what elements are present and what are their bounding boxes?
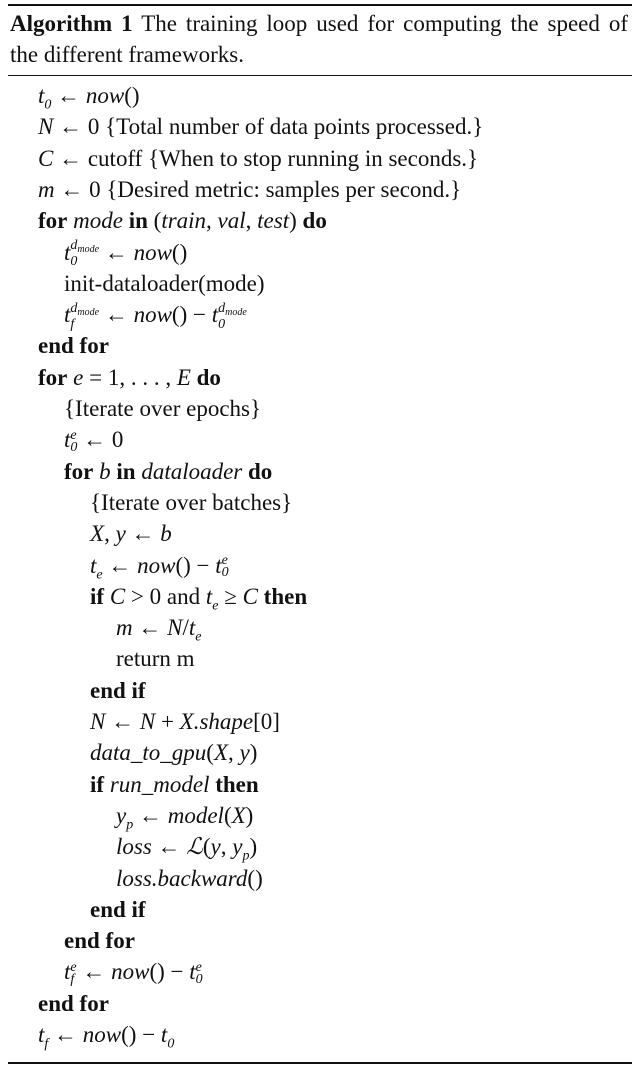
keyword: if: [90, 583, 105, 609]
math-symbol: y: [210, 834, 221, 860]
math-symbol: loss: [116, 834, 152, 860]
keyword: in: [128, 208, 148, 234]
math-symbol: b: [160, 521, 172, 547]
math-symbol: y: [116, 802, 127, 828]
math-symbol: X: [213, 740, 229, 766]
subscript: e: [96, 567, 103, 583]
math-symbol: now: [82, 1022, 122, 1047]
math-symbol: X.shape: [179, 709, 254, 734]
algorithm-label: Algorithm 1: [10, 11, 133, 36]
math-symbol: now: [137, 552, 176, 578]
super-subscript: $d_{mode}$ f: [70, 300, 100, 332]
keyword: end for: [38, 333, 109, 359]
line-text: > 0 and: [125, 583, 206, 609]
algorithm-line: [38, 80, 140, 111]
algorithm-line: [64, 956, 203, 987]
line-text: () −: [171, 302, 212, 328]
math-symbol: t: [211, 302, 219, 328]
math-symbol: e: [73, 364, 84, 390]
subscript: 0: [44, 97, 52, 113]
algorithm-line: [116, 643, 195, 674]
line-text: {Iterate over batches}: [90, 489, 293, 515]
algorithm-line: [64, 925, 135, 956]
keyword: end if: [90, 677, 146, 703]
line-text: ,: [245, 208, 258, 234]
keyword: do: [248, 458, 273, 484]
line-text: ←: [99, 302, 134, 328]
algorithm-line: [64, 424, 123, 455]
super-subscript: e f: [70, 960, 77, 988]
line-text: ←: [132, 615, 168, 641]
keyword: end for: [38, 990, 109, 1016]
caption-rule: [8, 75, 632, 76]
algorithm-line: [90, 706, 280, 737]
math-symbol: t: [90, 552, 97, 578]
line-text: (: [202, 834, 211, 860]
algorithm-line: [116, 612, 201, 643]
line-text: ,: [104, 521, 116, 547]
keyword: for: [38, 208, 68, 234]
algorithm-line: [90, 769, 259, 800]
super-subscript: e 0: [70, 428, 78, 456]
line-text: ← 0: [77, 427, 124, 453]
line-text: ←: [76, 959, 112, 985]
super-subscript: e 0: [195, 960, 203, 988]
math-symbol: N: [38, 114, 54, 140]
line-text: ,: [220, 834, 233, 860]
math-symbol: t: [64, 427, 71, 453]
line-text: ,: [206, 208, 218, 234]
math-symbol: t: [38, 83, 45, 108]
top-rule: [8, 4, 632, 6]
algorithm-caption-text: The training loop used for computing the speed of the different frameworks.: [10, 11, 628, 67]
line-text: (): [171, 239, 188, 265]
algorithm-line: [38, 330, 109, 361]
line-text: init-dataloader(mode): [64, 270, 265, 296]
line-text: (: [147, 208, 162, 234]
algorithm-line: [38, 362, 221, 393]
subscript: e: [195, 629, 202, 645]
line-text: () −: [175, 552, 216, 578]
math-symbol: y: [232, 834, 243, 860]
math-symbol: mode: [73, 208, 123, 234]
math-symbol: now: [133, 239, 172, 265]
math-symbol: y: [239, 740, 250, 766]
line-text: {Iterate over epochs}: [64, 396, 262, 421]
math-symbol: N: [167, 615, 183, 641]
algorithm-line: [90, 894, 146, 925]
algorithm-line: [38, 174, 461, 205]
keyword: end if: [90, 896, 146, 922]
line-text: ← 0 {Desired metric: samples per second.}: [54, 176, 462, 202]
keyword: do: [302, 208, 327, 234]
line-text: ←: [133, 802, 168, 828]
math-symbol: t: [205, 583, 213, 609]
line-text: () −: [121, 1022, 161, 1047]
super-subscript: $d_{mode}$ 0: [218, 300, 247, 332]
math-symbol: t: [215, 552, 222, 578]
math-symbol: t: [188, 615, 196, 641]
math-symbol: train: [161, 208, 207, 234]
line-text: return m: [116, 646, 195, 672]
line-text: = 1, . . . ,: [83, 364, 177, 390]
algorithm-caption: [10, 8, 628, 70]
math-symbol: t: [38, 1022, 45, 1047]
math-symbol: t: [64, 959, 71, 985]
super-subscript: $d_{mode}$ 0: [70, 238, 100, 270]
math-symbol: y: [115, 521, 126, 547]
line-text: ): [249, 834, 258, 860]
math-symbol: m: [38, 176, 55, 202]
line-text: /: [182, 615, 189, 641]
math-symbol: val: [217, 208, 246, 234]
keyword: in: [116, 458, 136, 484]
math-symbol: t: [189, 959, 196, 985]
algorithm-line: [90, 737, 257, 768]
math-symbol: b: [99, 458, 111, 484]
math-symbol: ℒ: [186, 834, 203, 860]
subscript: e: [212, 598, 219, 614]
math-symbol: N: [90, 709, 106, 734]
math-symbol: now: [111, 959, 150, 985]
line-text: ): [245, 802, 254, 828]
algorithm-line: [116, 800, 253, 831]
math-symbol: C: [242, 583, 258, 609]
line-text: ≥: [218, 583, 243, 609]
line-text: ←: [51, 83, 86, 108]
algorithm-line: [90, 550, 229, 581]
line-text: ←: [102, 552, 138, 578]
line-text: ←: [125, 521, 161, 547]
line-text: ←: [48, 1022, 83, 1047]
keyword: if: [90, 771, 105, 797]
math-symbol: m: [116, 615, 133, 641]
math-symbol: model: [167, 802, 224, 828]
algorithm-line: [38, 1019, 174, 1050]
algorithm-line: [64, 299, 247, 330]
algorithm-line: [64, 268, 265, 299]
line-text: ←: [99, 239, 134, 265]
algorithm-line: [38, 143, 478, 174]
algorithm-line: [90, 518, 172, 549]
algorithm-line: [64, 456, 272, 487]
math-symbol: C: [109, 583, 126, 609]
line-text: ← 0 {Total number of data points processed.}: [53, 114, 484, 140]
algorithm-line: [64, 393, 261, 424]
math-symbol: t: [64, 302, 71, 328]
math-symbol: run_model: [109, 771, 210, 797]
line-text: () −: [149, 959, 190, 985]
math-symbol: t: [64, 239, 71, 265]
algorithm-line: [90, 581, 307, 612]
line-text: ): [289, 208, 303, 234]
subscript: f: [44, 1036, 49, 1052]
math-symbol: X: [90, 521, 105, 547]
line-text: ← cutoff {When to stop running in seconds.}: [53, 145, 479, 171]
math-symbol: loss.backward: [116, 865, 248, 891]
math-symbol: C: [38, 145, 54, 171]
algorithm-line: [38, 111, 483, 142]
math-symbol: X: [231, 802, 246, 828]
keyword: end for: [64, 928, 135, 954]
algorithm-line: [64, 237, 187, 268]
bottom-rule: [8, 1062, 632, 1064]
math-symbol: N: [139, 709, 156, 734]
line-text: (): [124, 83, 140, 108]
line-text: (): [247, 865, 263, 891]
line-text: ←: [105, 709, 140, 734]
line-text: [0]: [253, 709, 280, 734]
keyword: then: [215, 771, 259, 797]
line-text: ): [249, 740, 258, 766]
line-text: (: [223, 802, 232, 828]
subscript: p: [242, 848, 250, 864]
line-text: (: [206, 740, 214, 766]
line-text: ,: [228, 740, 240, 766]
super-subscript: e 0: [221, 553, 229, 581]
algorithm-line: [116, 863, 263, 894]
math-symbol: E: [176, 364, 191, 390]
keyword: for: [38, 364, 68, 390]
subscript: p: [126, 817, 134, 833]
algorithm-line: [38, 205, 327, 236]
keyword: do: [196, 364, 221, 390]
math-symbol: now: [85, 83, 125, 108]
math-symbol: dataloader: [141, 458, 243, 484]
keyword: for: [64, 458, 94, 484]
math-symbol: now: [133, 302, 172, 328]
line-text: ←: [151, 834, 187, 860]
algorithm-line: [90, 675, 146, 706]
algorithm-line: [90, 487, 292, 518]
keyword: then: [263, 583, 308, 609]
math-symbol: t: [160, 1022, 168, 1047]
line-text: +: [155, 709, 180, 734]
subscript: 0: [167, 1036, 175, 1052]
algorithm-line: [38, 988, 109, 1019]
math-symbol: test: [257, 208, 290, 234]
algorithm-line: [116, 831, 257, 862]
math-symbol: data_to_gpu: [90, 740, 207, 766]
